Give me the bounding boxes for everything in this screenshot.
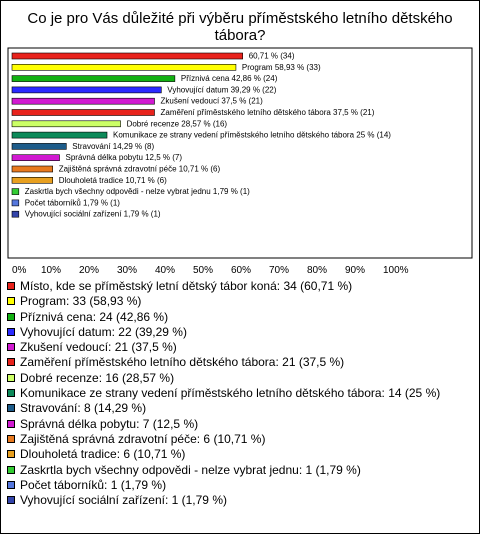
x-tick-label: 50% [193, 265, 214, 276]
bar-label-11: Zajištěná správná zdravotní péče 10,71 % (6) [58, 164, 221, 174]
legend-label: Zajištěná správná zdravotní péče: 6 (10,71 %) [20, 431, 266, 446]
x-tick-label: 0% [12, 265, 27, 276]
x-tick-label: 90% [345, 265, 366, 276]
legend-swatch [7, 481, 15, 489]
x-tick-label: 60% [231, 265, 252, 276]
bar-label-10: Správná délka pobytu 12,5 % (7) [65, 153, 183, 163]
x-tick-label: 20% [79, 265, 100, 276]
bar-4 [12, 87, 161, 93]
legend-label: Dlouholetá tradice: 6 (10,71 %) [20, 447, 186, 462]
legend-swatch [7, 496, 15, 504]
bar-6 [12, 110, 155, 116]
legend-swatch [7, 466, 15, 474]
x-tick-label: 80% [307, 265, 328, 276]
legend-swatch [7, 328, 15, 336]
legend-label: Vyhovující sociální zařízení: 1 (1,79 %) [20, 493, 227, 508]
bar-label-9: Stravování 14,29 % (8) [72, 141, 155, 151]
bar-label-4: Vyhovující datum 39,29 % (22) [167, 85, 277, 95]
x-tick-label: 40% [155, 265, 176, 276]
legend-swatch [7, 389, 15, 397]
bar-9 [12, 143, 66, 149]
bar-10 [12, 155, 60, 161]
legend-item [6, 478, 474, 493]
legend-label: Počet táborníků: 1 (1,79 %) [20, 477, 167, 492]
legend-label: Správná délka pobytu: 7 (12,5 %) [20, 416, 199, 431]
legend-label: Komunikace ze strany vedení příměstského letního dětského tábora: 14 (25 %) [20, 386, 441, 401]
bar-5 [12, 98, 155, 104]
legend-label: Program: 33 (58,93 %) [20, 294, 142, 309]
bar-11 [12, 166, 53, 172]
bar-label-2: Program 58,93 % (33) [241, 62, 321, 72]
legend-swatch [7, 435, 15, 443]
legend-label: Zkušení vedoucí: 21 (37,5 %) [20, 340, 177, 355]
bar-2 [12, 64, 236, 70]
bar-label-15: Vyhovující sociální zařízení 1,79 % (1) [24, 209, 161, 219]
legend-item [6, 325, 474, 340]
bar-14 [12, 200, 19, 206]
legend-swatch [7, 297, 15, 305]
legend-item [6, 463, 474, 478]
legend-label: Místo, kde se příměstský letní dětský tábor koná: 34 (60,71 %) [20, 279, 353, 293]
legend-swatch [7, 420, 15, 428]
legend-item [6, 493, 474, 508]
legend-item [6, 417, 474, 432]
chart-legend [6, 279, 474, 508]
x-tick-label: 100% [383, 265, 409, 276]
legend-item [6, 340, 474, 355]
bar-label-12: Dlouholetá tradice 10,71 % (6) [58, 175, 167, 185]
bar-label-13: Zaskrtla bych všechny odpovědi - nelze vybrat jednu 1,79 % (1) [24, 187, 250, 197]
bar-label-5: Zkušení vedoucí 37,5 % (21) [160, 96, 263, 106]
legend-item [6, 279, 474, 294]
legend-item [6, 447, 474, 462]
x-tick-label: 70% [269, 265, 290, 276]
x-tick-label: 30% [117, 265, 138, 276]
bar-label-1: 60,71 % (34) [248, 51, 295, 61]
legend-swatch [7, 404, 15, 412]
legend-item [6, 355, 474, 370]
bar-label-7: Dobré recenze 28,57 % (16) [126, 119, 228, 129]
bar-3 [12, 76, 175, 82]
legend-item [6, 401, 474, 416]
legend-swatch [7, 343, 15, 351]
legend-label: Zaměření příměstského letního dětského tábora: 21 (37,5 %) [20, 355, 345, 370]
legend-label: Dobré recenze: 16 (28,57 %) [20, 370, 175, 385]
legend-label: Vyhovující datum: 22 (39,29 %) [20, 324, 187, 339]
bar-15 [12, 211, 19, 217]
bar-12 [12, 177, 53, 183]
bar-1 [12, 53, 243, 59]
bar-label-3: Příznivá cena 42,86 % (24) [180, 74, 278, 84]
legend-item [6, 432, 474, 447]
legend-label: Zaskrtla bych všechny odpovědi - nelze vybrat jednu: 1 (1,79 %) [20, 462, 361, 477]
legend-swatch [7, 450, 15, 458]
legend-swatch [7, 374, 15, 382]
legend-item [6, 310, 474, 325]
bar-8 [12, 132, 107, 138]
legend-item [6, 386, 474, 401]
legend-swatch [7, 313, 15, 321]
legend-label: Stravování: 8 (14,29 %) [20, 401, 147, 416]
x-tick-label: 10% [41, 265, 62, 276]
bar-7 [12, 121, 121, 127]
bar-13 [12, 189, 19, 195]
legend-swatch [7, 358, 15, 366]
legend-label: Příznivá cena: 24 (42,86 %) [20, 309, 169, 324]
bar-label-8: Komunikace ze strany vedení příměstského letního dětského tábora 25 % (14) [113, 130, 391, 140]
bar-label-6: Zaměření příměstského letního dětského tábora 37,5 % (21) [160, 108, 375, 117]
legend-item [6, 294, 474, 309]
legend-swatch [7, 282, 15, 290]
legend-item [6, 371, 474, 386]
chart-title: Co je pro Vás důležité při výběru příměstského letního dětského tábora? [27, 10, 453, 44]
bar-label-14: Počet táborníků 1,79 % (1) [24, 198, 120, 208]
